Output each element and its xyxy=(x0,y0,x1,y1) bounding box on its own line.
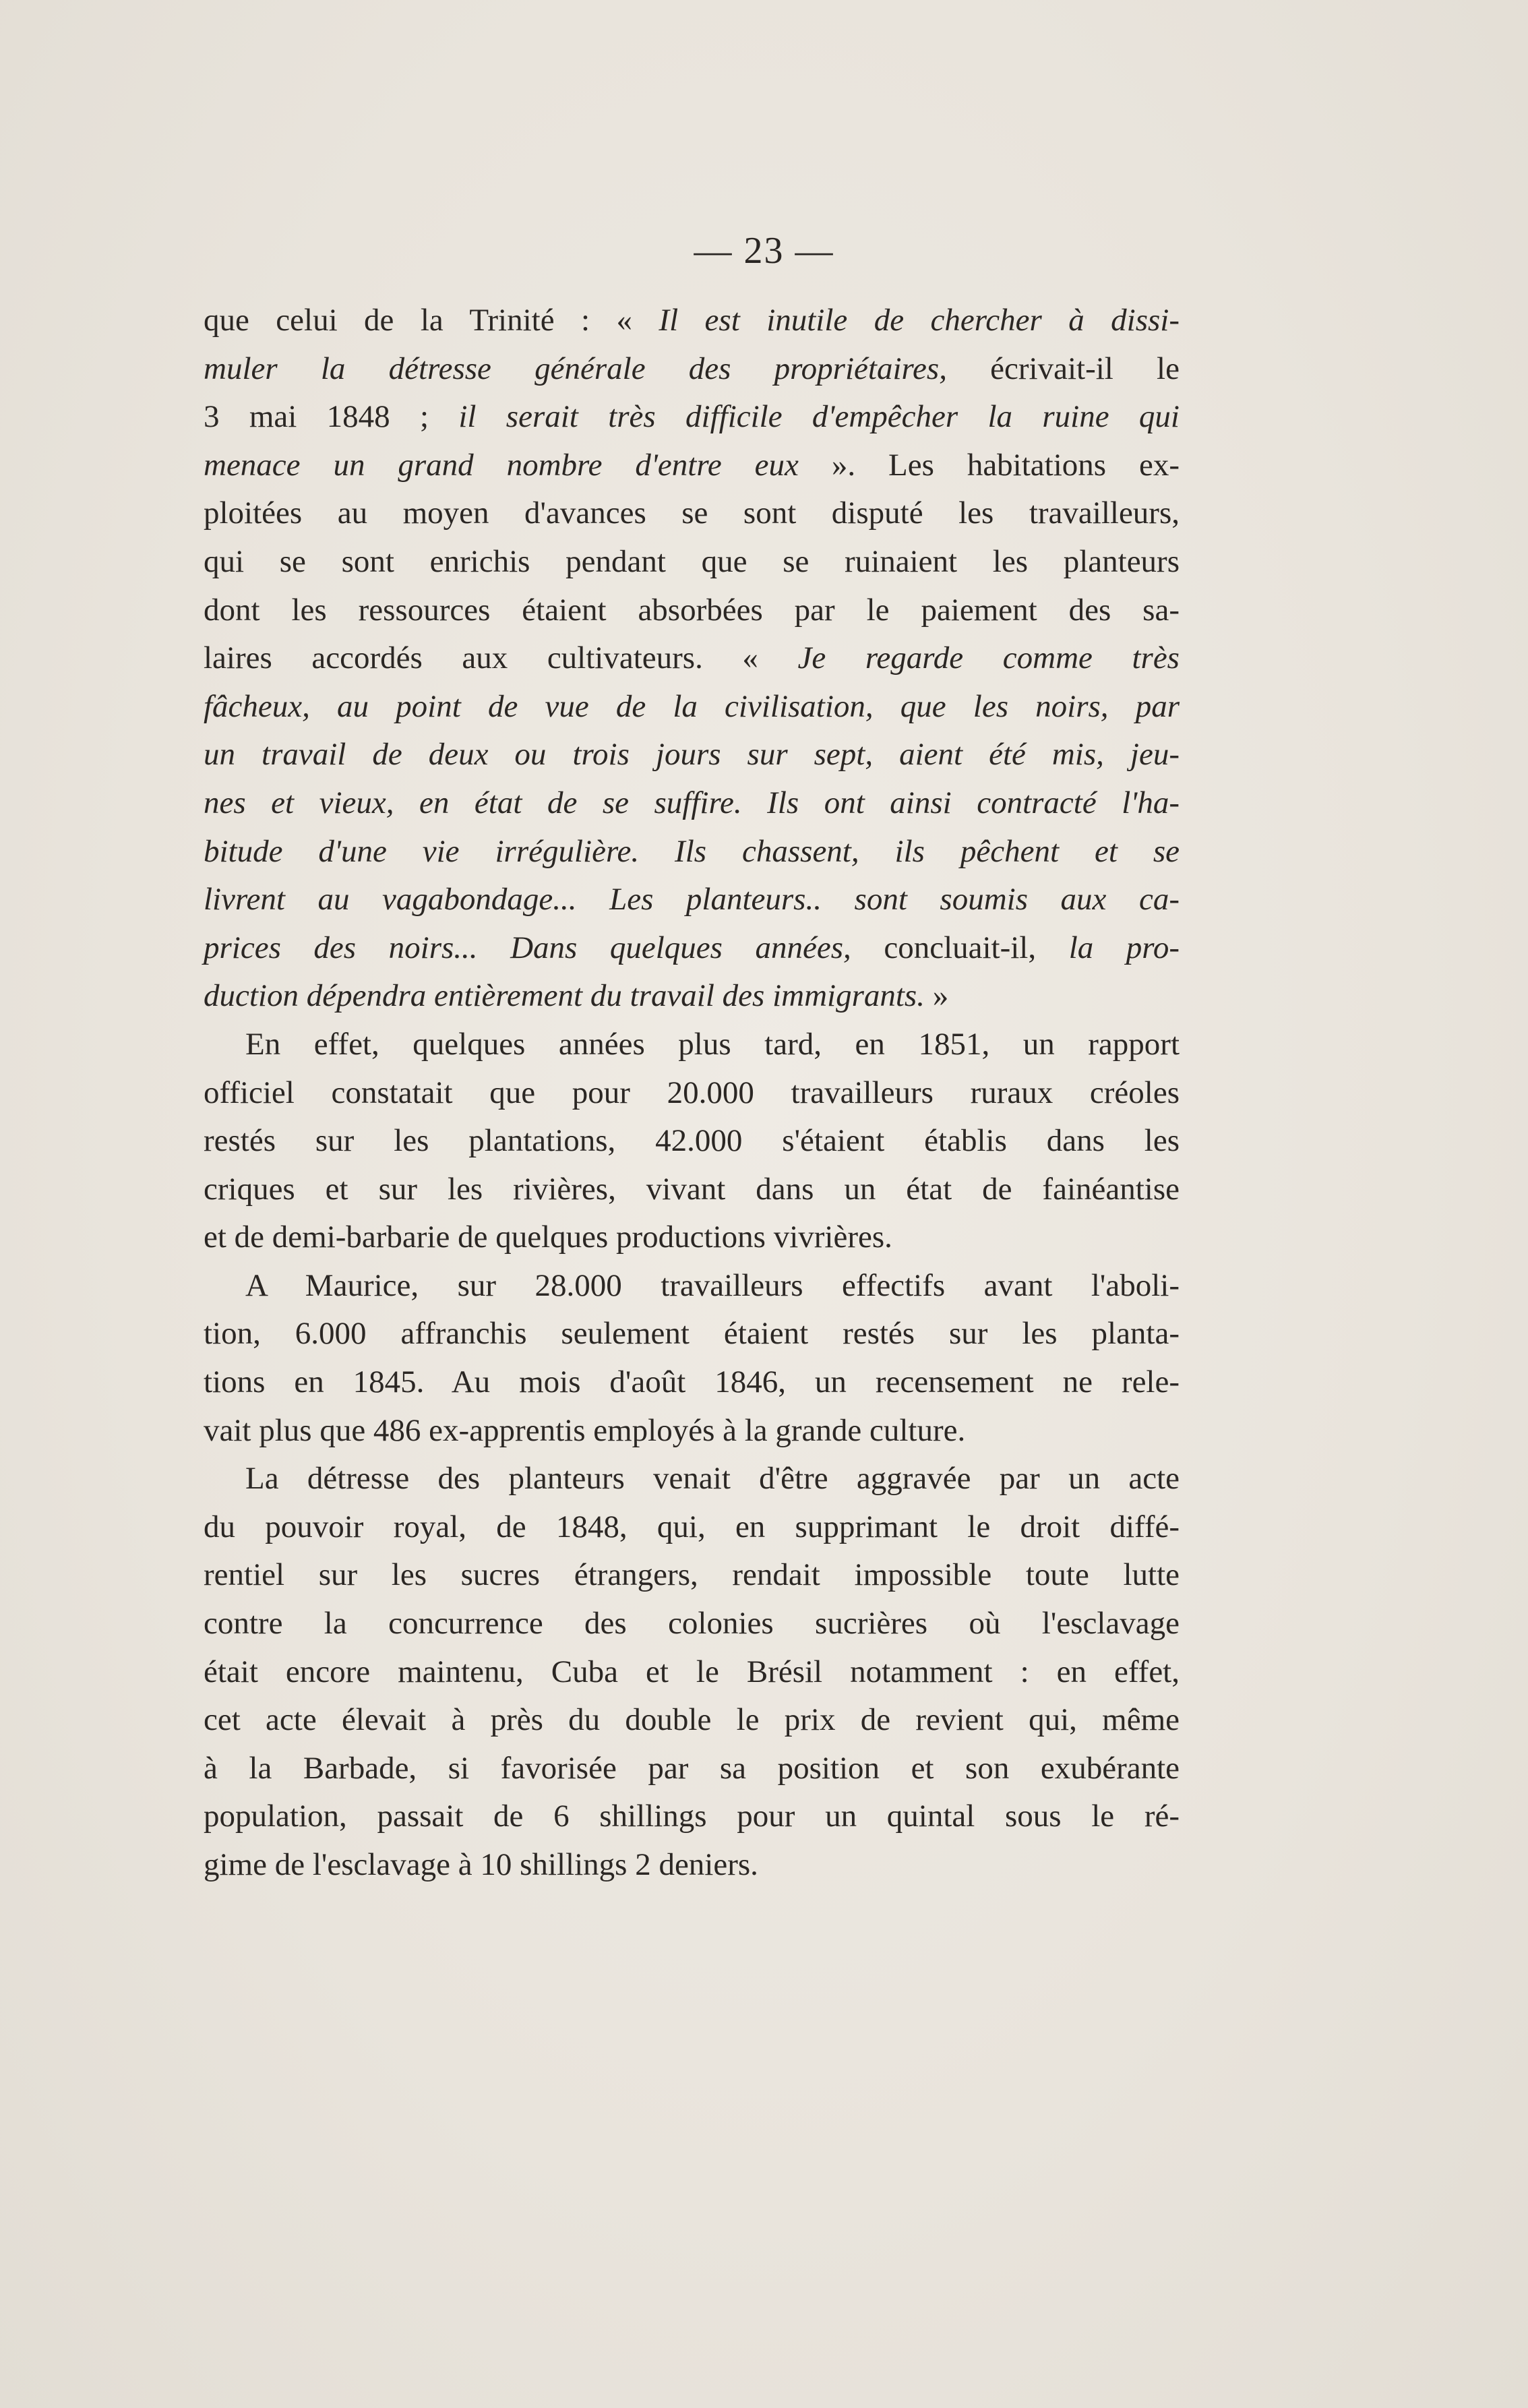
text-line xyxy=(204,393,1180,442)
text-line xyxy=(204,1310,1180,1358)
text-line xyxy=(204,1600,1180,1648)
text: tions en 1845. Au mois d'août 1846, un recensement ne rele- xyxy=(204,1364,1180,1400)
text-line xyxy=(204,586,1180,635)
text: officiel constatait que pour 20.000 travailleurs ruraux créoles xyxy=(204,1075,1180,1110)
text-line xyxy=(204,1503,1180,1552)
text-line xyxy=(204,1793,1180,1841)
text: criques et sur les rivières, vivant dans un état de fainéantise xyxy=(204,1171,1180,1207)
italic-text: bitude d'une vie irrégulière. Ils chassent, ils pêchent et se xyxy=(204,833,1180,869)
text: population, passait de 6 shillings pour un quintal sous le ré- xyxy=(204,1799,1180,1834)
text-line xyxy=(204,1069,1180,1118)
text: A Maurice, sur 28.000 travailleurs effectifs avant l'aboli- xyxy=(245,1267,1180,1303)
text-line xyxy=(204,1117,1180,1166)
text-line xyxy=(204,828,1180,876)
text: était encore maintenu, Cuba et le Brésil notamment : en effet, xyxy=(204,1654,1180,1689)
paragraph xyxy=(204,1455,1180,1889)
text: que celui de la Trinité : « xyxy=(204,303,659,338)
text-line xyxy=(204,876,1180,924)
text-line xyxy=(204,731,1180,779)
italic-text: un travail de deux ou trois jours sur sept, aient été mis, jeu- xyxy=(204,737,1180,773)
text: dont les ressources étaient absorbées par le paiement des sa- xyxy=(204,592,1180,628)
text: vait plus que 486 ex-apprentis employés à la grande culture. xyxy=(204,1412,966,1448)
text-line xyxy=(204,538,1180,586)
text-line xyxy=(204,779,1180,828)
text: » xyxy=(924,978,949,1014)
text: 3 mai 1848 ; xyxy=(204,399,459,435)
text-line xyxy=(204,972,1180,1021)
italic-text: nes et vieux, en état de se suffire. Ils ont ainsi contracté l'ha- xyxy=(204,785,1180,820)
italic-text: Je regarde comme très xyxy=(797,640,1180,676)
italic-text: menace un grand nombre d'entre eux xyxy=(204,447,799,483)
italic-text: duction dépendra entièrement du travail des immigrants. xyxy=(204,978,925,1014)
text: La détresse des planteurs venait d'être aggravée par un acte xyxy=(245,1461,1180,1497)
italic-text: la pro- xyxy=(1068,930,1180,965)
text-line xyxy=(204,442,1180,490)
text: écrivait-il le xyxy=(946,351,1180,386)
text-line xyxy=(204,634,1180,683)
text: du pouvoir royal, de 1848, qui, en supprimant le droit diffé- xyxy=(204,1509,1180,1544)
text-line xyxy=(204,1166,1180,1214)
text: tion, 6.000 affranchis seulement étaient restés sur les planta- xyxy=(204,1316,1180,1352)
italic-text: fâcheux, au point de vue de la civilisation, que les noirs, par xyxy=(204,688,1180,724)
text-line xyxy=(204,345,1180,394)
italic-text: muler la détresse générale des propriétaires, xyxy=(204,351,947,386)
text-line xyxy=(204,1455,1180,1503)
text-line xyxy=(204,1407,1180,1455)
paragraph xyxy=(204,1021,1180,1262)
text-line xyxy=(204,683,1180,731)
text-line xyxy=(204,297,1180,345)
text: contre la concurrence des colonies sucrières où l'esclavage xyxy=(204,1606,1180,1642)
text: à la Barbade, si favorisée par sa position et son exubérante xyxy=(204,1750,1180,1786)
italic-text: prices des noirs... Dans quelques années, xyxy=(204,930,851,965)
text-line xyxy=(204,1841,1180,1890)
text-line xyxy=(204,1648,1180,1697)
italic-text: Il est inutile de chercher à dissi- xyxy=(659,303,1180,338)
text: ». Les habitations ex- xyxy=(798,447,1180,483)
text-line xyxy=(204,1696,1180,1745)
text-line xyxy=(204,1213,1180,1262)
text: restés sur les plantations, 42.000 s'étaient établis dans les xyxy=(204,1123,1180,1159)
text-line xyxy=(204,1745,1180,1793)
text: gime de l'esclavage à 10 shillings 2 deniers. xyxy=(204,1847,758,1882)
text-line xyxy=(204,1551,1180,1600)
text: rentiel sur les sucres étrangers, rendait impossible toute lutte xyxy=(204,1557,1180,1593)
text: concluait-il, xyxy=(851,930,1069,965)
page-number: — 23 — xyxy=(694,230,834,272)
paragraph xyxy=(204,1262,1180,1455)
text: ploitées au moyen d'avances se sont disputé les travailleurs, xyxy=(204,495,1180,531)
text-line xyxy=(204,489,1180,538)
italic-text: il serait très difficile d'empêcher la ruine qui xyxy=(458,399,1180,435)
text-line xyxy=(204,1262,1180,1311)
text-line xyxy=(204,924,1180,973)
text-line xyxy=(204,1021,1180,1069)
text-line xyxy=(204,1358,1180,1407)
text: et de demi-barbarie de quelques productions vivrières. xyxy=(204,1220,892,1255)
text: cet acte élevait à près du double le prix de revient qui, même xyxy=(204,1702,1180,1738)
text: laires accordés aux cultivateurs. « xyxy=(204,640,798,676)
text: En effet, quelques années plus tard, en 1851, un rapport xyxy=(245,1026,1180,1062)
text: qui se sont enrichis pendant que se ruinaient les planteurs xyxy=(204,543,1180,579)
paragraph xyxy=(204,297,1180,1021)
italic-text: livrent au vagabondage... Les planteurs.. sont soumis aux ca- xyxy=(204,882,1180,917)
body-text xyxy=(204,297,1180,1890)
